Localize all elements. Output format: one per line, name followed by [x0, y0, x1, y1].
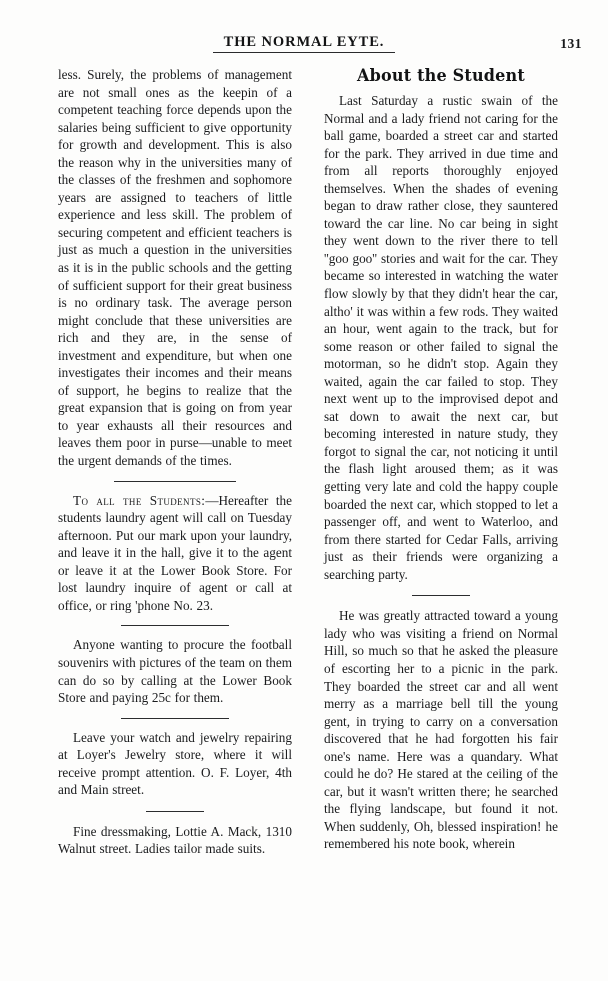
student-story-paragraph-2: He was greatly attracted toward a young lady who was visiting a friend on Normal Hill, so much so that he asked the pleasure of escorting her to a picnic in the park. They boarded the street car and all went merry as a marriage bell till the young gent, in trying to carry on a conversation discovered that he had forgotten his fair one's name. Here was a quandary. What could he do? He stared at the ceiling of the car, but it wasn't written there; he searched the flying landscape, but found it not. When suddenly, Oh, blessed inspiration! he remembered his note book, wherein: [324, 608, 558, 852]
divider-rule: [121, 625, 229, 626]
student-story-paragraph-1: Last Saturday a rustic swain of the Normal and a lady friend not caring for the ball game, boarded a street car and started for the park. They arrived in due time and from all reports thoroughly enjoyed themselves. When the shades of evening began to draw rather close, they sauntered toward the car line. No car being in sight they went down to the river there to tell ''goo goo'' stories and wait for the car. They became so interested in watching the water flow slowly by that they didn't hear the car, altho' it was within a few rods. They waited an hour, went again to the track, but for some reason or other failed to signal the motorman, so he didn't stop. Again they waited, again the car failed to stop. They next went up to the improvised depot and sat down to await the next car, but becoming interested in nature study, they forgot to signal the car, not noticing it until the flash light aroused them; as it was getting very late and cold the happy couple boarded the next car, which stopped to let a passenger off, and went to Waterloo, and from there started for Cedar Falls, arriving just as their friends were organizing a searching party.: [324, 93, 558, 582]
right-column: [324, 66, 558, 936]
laundry-notice-lead-in: To all the Students:: [73, 492, 206, 508]
divider-rule: [146, 811, 204, 812]
publication-title: THE NORMAL EYTE.: [213, 34, 395, 53]
section-heading: About the Student: [357, 66, 525, 85]
divider-rule: [121, 718, 229, 719]
divider-rule: [114, 481, 236, 482]
football-souvenir-notice: Anyone wanting to procure the football souvenirs with pictures of the team on them can do so by calling at the Lower Book Store and paying 25c for them.: [58, 637, 292, 706]
jewelry-repair-notice: Leave your watch and jewelry repairing at Loyer's Jewelry store, where it will receive prompt attention. O. F. Loyer, 4th and Main street.: [58, 729, 292, 798]
page-number: 131: [560, 36, 582, 51]
two-column-layout: [58, 66, 558, 936]
laundry-notice-text: —Hereafter the students laundry agent will call on Tuesday afternoon. Put our mark upon your laundry, and leave it in the hall, give it to the agent or leave it at the Lower Book Store. For lost laundry inquire of agent or call at office, or ring 'phone No. 23.: [58, 492, 292, 613]
left-column: [58, 66, 292, 936]
dressmaking-notice: Fine dressmaking, Lottie A. Mack, 1310 Walnut street. Ladies tailor made suits.: [58, 823, 292, 857]
running-head: [0, 34, 608, 60]
divider-rule: [412, 595, 470, 596]
laundry-notice: [58, 492, 292, 615]
article-continued-paragraph: less. Surely, the problems of management are not small ones as the keepin of a competent teaching force depends upon the salaries being sufficient to give opportunity for growth and development. This is also the reason why in the universities many of the classes of the freshmen and sophomore years are assigned to teachers of little experience and less skill. The problem of securing competent and efficient teachers is just as much a question in the universities as it is in the public schools and the getting of sufficient support for their great business is no ordinary task. The average person might conclude that these universities are rich and they are, in the sense of investment and expenditure, but when one investigates their incomes and their means of support, he begins to realize that the great expansion that is going on from year to year exhausts all their resources and leaves them poor in purse—unable to meet the urgent demands of the times.: [58, 67, 292, 469]
